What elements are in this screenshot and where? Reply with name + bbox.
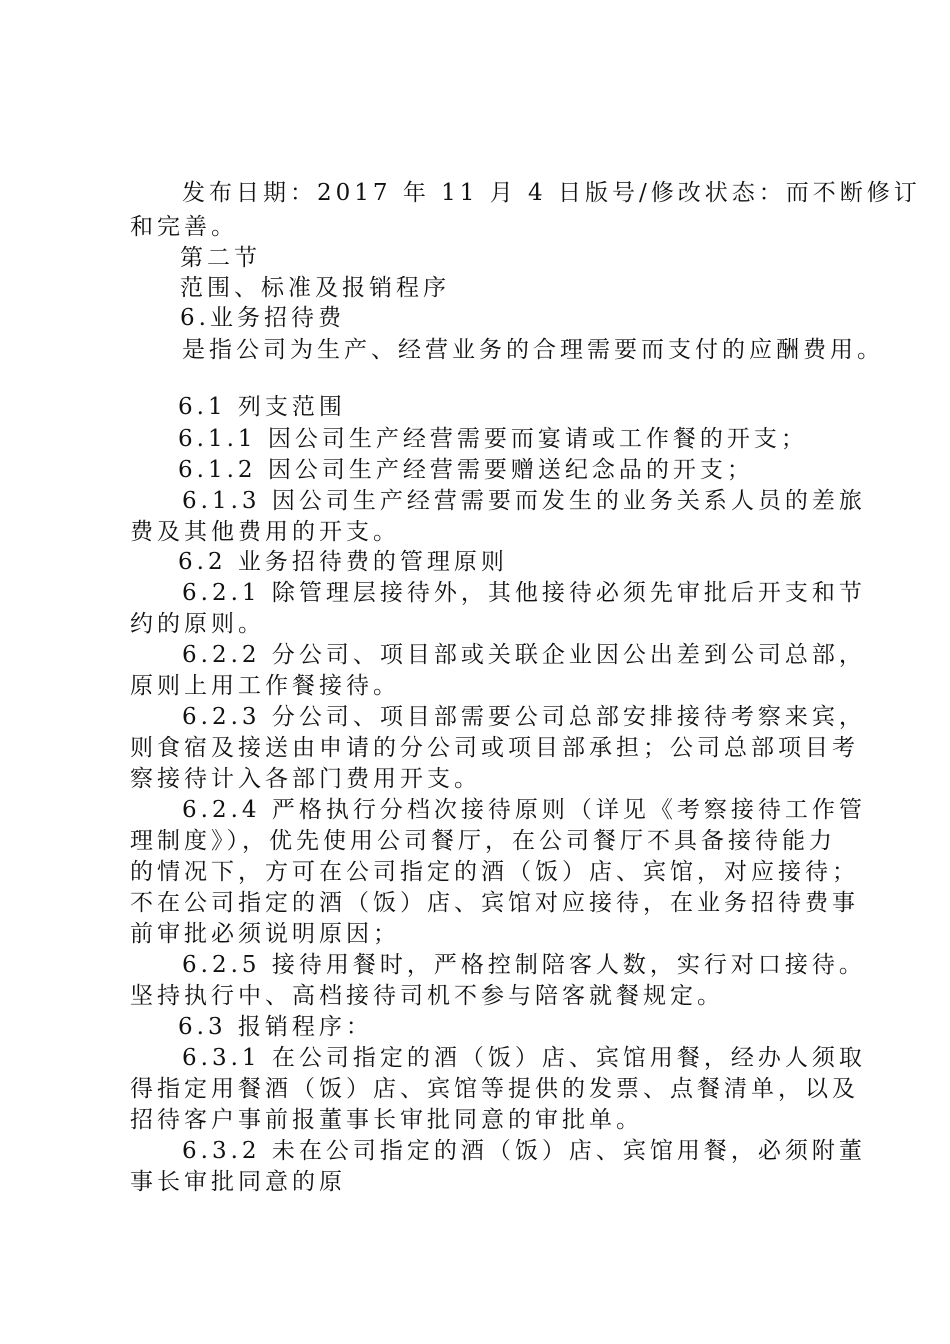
item-6-1-2: 6.1.2 因公司生产经营需要赠送纪念品的开支； — [178, 457, 754, 483]
item-6-2-2-continuation: 原则上用工作餐接待。 — [130, 673, 400, 699]
item-6-3-1-continuation-2: 招待客户事前报董事长审批同意的审批单。 — [130, 1107, 643, 1133]
item-6-3-1-continuation-1: 得指定用餐酒（饭）店、宾馆等提供的发票、点餐清单，以及 — [130, 1076, 859, 1102]
item-6-1-3-continuation: 费及其他费用的开支。 — [130, 519, 400, 545]
item-6-2-5-continuation: 坚持执行中、高档接待司机不参与陪客就餐规定。 — [130, 983, 724, 1009]
publish-info-continuation: 和完善。 — [130, 214, 238, 240]
item-6-2-4-continuation-2: 的情况下，方可在公司指定的酒（饭）店、宾馆，对应接待； — [130, 859, 859, 885]
item-6-3-2-continuation: 事长审批同意的原 — [130, 1169, 346, 1195]
item-6-2-3-continuation-1: 则食宿及接送由申请的分公司或项目部承担；公司总部项目考 — [130, 735, 859, 761]
definition-paragraph: 是指公司为生产、经营业务的合理需要而支付的应酬费用。 — [182, 337, 884, 363]
item-6-2-3: 6.2.3 分公司、项目部需要公司总部安排接待考察来宾， — [182, 704, 866, 730]
section-number: 第二节 — [180, 245, 261, 271]
item-6-2-5: 6.2.5 接待用餐时，严格控制陪客人数，实行对口接待。 — [182, 952, 866, 978]
publish-info-line: 发布日期：2017 年 11 月 4 日版号/修改状态：而不断修订 — [182, 180, 921, 206]
section-title: 范围、标准及报销程序 — [180, 275, 450, 301]
item-6-2-1-continuation: 约的原则。 — [130, 611, 265, 637]
item-6-2-3-continuation-2: 察接待计入各部门费用开支。 — [130, 766, 481, 792]
heading-6: 6.业务招待费 — [180, 305, 345, 331]
item-6-1-1: 6.1.1 因公司生产经营需要而宴请或工作餐的开支； — [178, 426, 808, 452]
item-6-3-2: 6.3.2 未在公司指定的酒（饭）店、宾馆用餐，必须附董 — [182, 1138, 866, 1164]
item-6-2-4-continuation-1: 理制度》），优先使用公司餐厅，在公司餐厅不具备接待能力 — [130, 828, 836, 854]
item-6-2-4: 6.2.4 严格执行分档次接待原则（详见《考察接待工作管 — [182, 797, 866, 823]
item-6-2-2: 6.2.2 分公司、项目部或关联企业因公出差到公司总部， — [182, 642, 866, 668]
item-6-2-1: 6.2.1 除管理层接待外，其他接待必须先审批后开支和节 — [182, 580, 866, 606]
item-6-2-4-continuation-4: 前审批必须说明原因； — [130, 921, 400, 947]
heading-6-1: 6.1 列支范围 — [178, 394, 346, 420]
heading-6-3: 6.3 报销程序： — [178, 1014, 373, 1040]
heading-6-2: 6.2 业务招待费的管理原则 — [178, 549, 508, 575]
item-6-1-3: 6.1.3 因公司生产经营需要而发生的业务关系人员的差旅 — [182, 488, 866, 514]
item-6-2-4-continuation-3: 不在公司指定的酒（饭）店、宾馆对应接待，在业务招待费事 — [130, 890, 859, 916]
item-6-3-1: 6.3.1 在公司指定的酒（饭）店、宾馆用餐，经办人须取 — [182, 1045, 866, 1071]
